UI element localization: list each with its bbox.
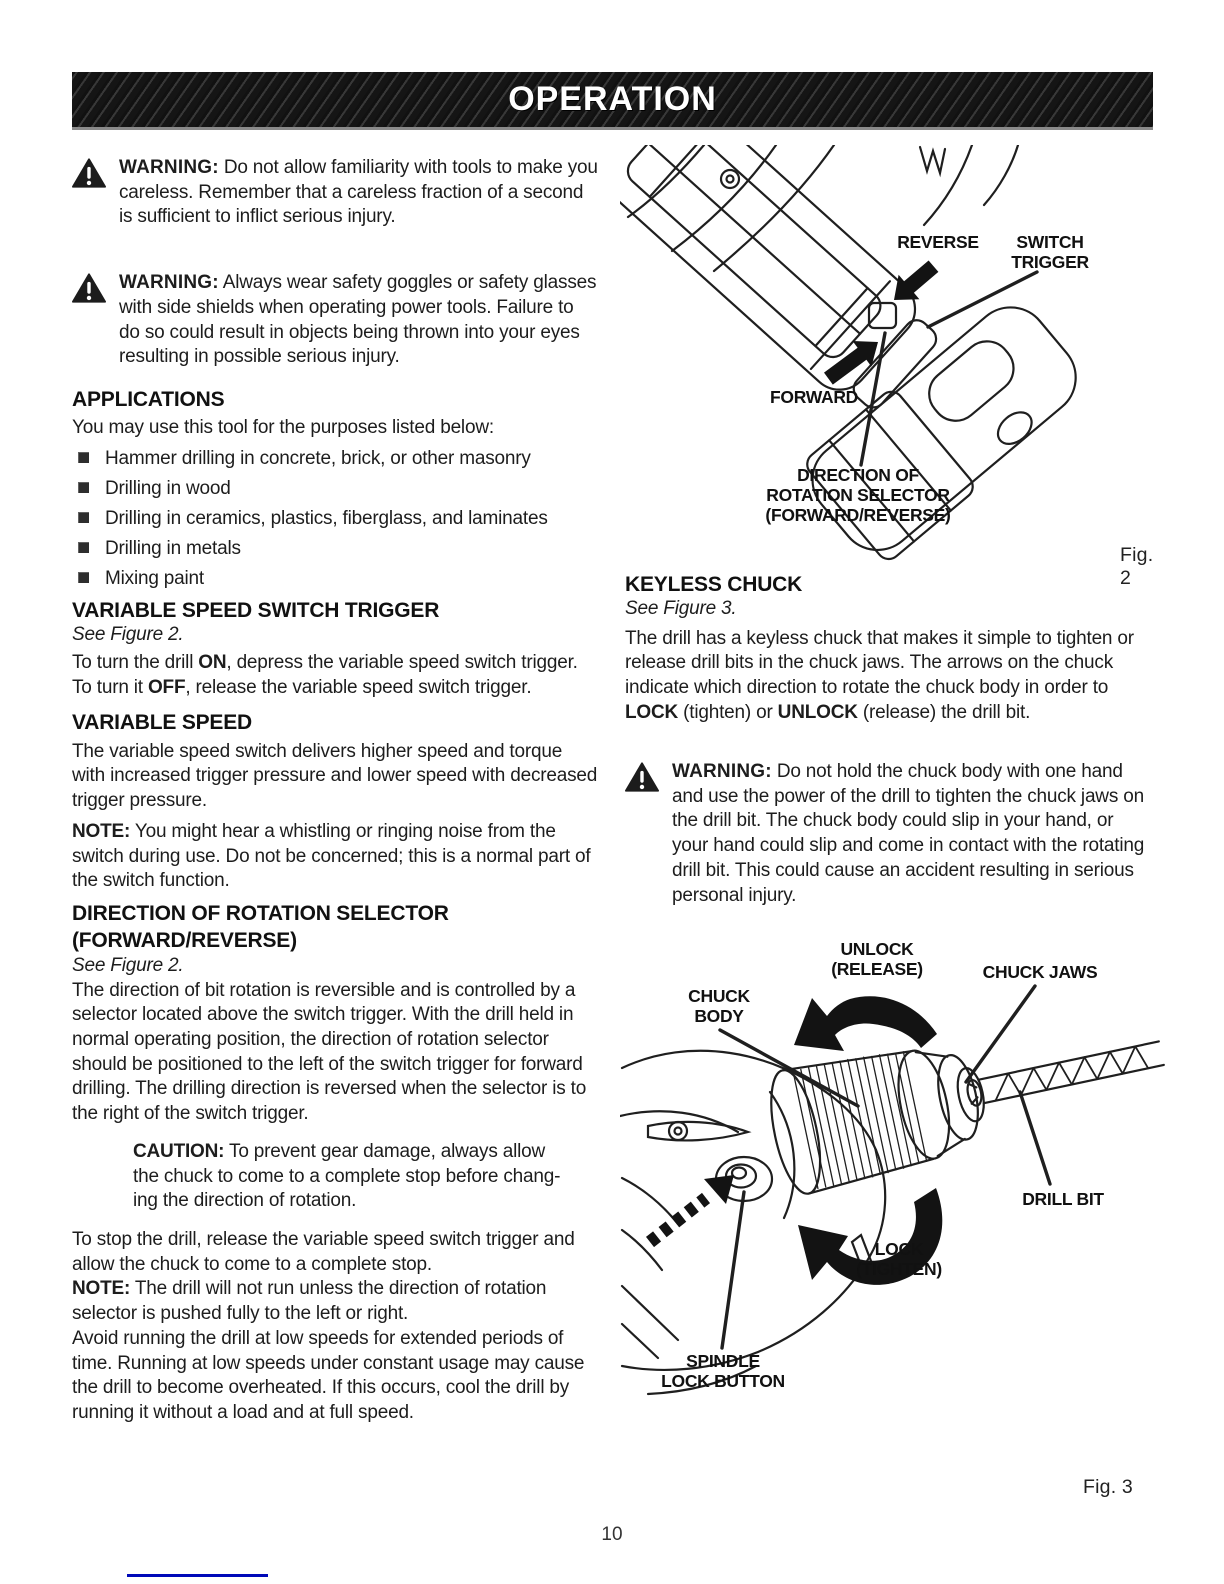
warning-block-2	[72, 271, 599, 370]
list-item: Drilling in wood	[72, 477, 599, 502]
label-switch-trigger: SWITCH TRIGGER	[1011, 232, 1089, 272]
label-chuck-body: CHUCK BODY	[688, 986, 750, 1026]
note-2: NOTE: The drill will not run unless the direction of rotation selector is pushed fully to the left or right.	[72, 1278, 547, 1325]
vsst-heading: VARIABLE SPEED SWITCH TRIGGER	[72, 598, 440, 622]
label-chuck-jaws: CHUCK JAWS	[982, 962, 1098, 982]
warning-block-1	[72, 156, 599, 230]
square-bullet-icon	[78, 512, 89, 523]
figure-3-caption: Fig. 3	[1083, 1476, 1133, 1498]
keyless-chuck-paragraph: The drill has a keyless chuck that makes it simple to tighten or release drill bits in the chuck jaws. The arrows on the chuck indicate which direction to rotate the chuck body in order to LOCK (tighten) or UNLOCK (release) the drill bit.	[625, 627, 1134, 723]
warning-block-3	[625, 760, 1147, 908]
vsst-paragraph: To turn the drill ON, depress the variable speed switch trigger. To turn it OFF, release the variable speed switch trigger.	[72, 652, 578, 699]
list-item: Drilling in metals	[72, 537, 599, 562]
warning-triangle-icon	[625, 760, 659, 801]
square-bullet-icon	[78, 482, 89, 493]
applications-heading: APPLICATIONS	[72, 387, 225, 411]
rotation-selector-heading: DIRECTION OF ROTATION SELECTOR (FORWARD/REVERSE)	[72, 901, 449, 952]
warning-1-text: WARNING: Do not allow familiarity with tools to make you careless. Remember that a careless fraction of a second is sufficient to inflict serious injury.	[119, 157, 598, 228]
see-figure-2: See Figure 2.	[72, 954, 184, 976]
label-drill-bit: DRILL BIT	[1022, 1189, 1104, 1209]
list-item: Mixing paint	[72, 567, 599, 592]
caution-block: CAUTION: To prevent gear damage, always allow the chuck to come to a complete stop before chang- ing the direction of rotation.	[133, 1140, 561, 1212]
applications-list	[72, 447, 599, 593]
warning-2-text: WARNING: Always wear safety goggles or safety glasses with side shields when operating power tools. Failure to do so could result in objects being thrown into your eyes resulting in possible serious injury.	[119, 272, 597, 368]
label-reverse: REVERSE	[897, 232, 979, 252]
footer-link-line	[127, 1574, 268, 1577]
warning-3-text: WARNING: Do not hold the chuck body with one hand and use the power of the drill to tighten the chuck jaws on the drill bit. The chuck body could slip in your hand, or your hand could slip and come in contact with the rotating drill bit. This could cause an accident resulting in serious personal injury.	[672, 761, 1145, 906]
list-item: Drilling in ceramics, plastics, fiberglass, and laminates	[72, 507, 599, 532]
square-bullet-icon	[78, 542, 89, 553]
warning-triangle-icon	[72, 271, 106, 312]
keyless-chuck-section	[625, 572, 1140, 726]
keyless-chuck-heading: KEYLESS CHUCK	[625, 573, 803, 596]
label-lock-tighten: LOCK (TIGHTEN)	[856, 1239, 942, 1279]
square-bullet-icon	[78, 452, 89, 463]
variable-speed-heading: VARIABLE SPEED	[72, 710, 253, 734]
warning-triangle-icon	[72, 156, 106, 197]
left-column	[72, 156, 599, 1426]
applications-intro: You may use this tool for the purposes listed below:	[72, 416, 494, 438]
section-header-bar	[72, 72, 1153, 130]
figure-2-caption: Fig. 2	[1120, 544, 1154, 589]
rotation-selector-paragraph: The direction of bit rotation is reversible and is controlled by a selector located above the switch trigger. With the drill held in normal operating position, the direction of rotation selector should be positioned to the left of the switch trigger for forward drilling. The drilling direction is reversed when the selector is to the right of the switch trigger.	[72, 979, 587, 1125]
label-direction-of-rotation-selector: DIRECTION OF ROTATION SELECTOR (FORWARD/REVERSE)	[765, 465, 951, 525]
label-spindle-lock-button: SPINDLE LOCK BUTTON	[661, 1351, 785, 1391]
avoid-paragraph: Avoid running the drill at low speeds for extended periods of time. Running at low speeds under constant usage may cause the drill to become overheated. If this occurs, cool the drill by running it without a load and at full speed.	[72, 1327, 585, 1423]
label-forward: FORWARD	[770, 387, 858, 407]
spindle-arrow-shaft	[650, 1198, 706, 1242]
see-figure-3: See Figure 3.	[625, 598, 737, 619]
see-figure-2: See Figure 2.	[72, 623, 184, 645]
label-unlock-release: UNLOCK (RELEASE)	[831, 939, 923, 979]
variable-speed-note: NOTE: You might hear a whistling or ringing noise from the switch during use. Do not be concerned; this is a normal part of the switch function.	[72, 820, 591, 892]
list-item: Hammer drilling in concrete, brick, or other masonry	[72, 447, 599, 472]
figure-3	[620, 920, 1165, 1520]
direction-arrows	[824, 261, 938, 385]
page-number: 10	[601, 1524, 623, 1545]
square-bullet-icon	[78, 572, 89, 583]
variable-speed-paragraph: The variable speed switch delivers higher speed and torque with increased trigger pressure and lower speed with decreased trigger pressure.	[72, 740, 598, 812]
page-title: OPERATION	[508, 80, 717, 118]
stop-drill-paragraph: To stop the drill, release the variable speed switch trigger and allow the chuck to come to a complete stop.	[72, 1229, 575, 1275]
